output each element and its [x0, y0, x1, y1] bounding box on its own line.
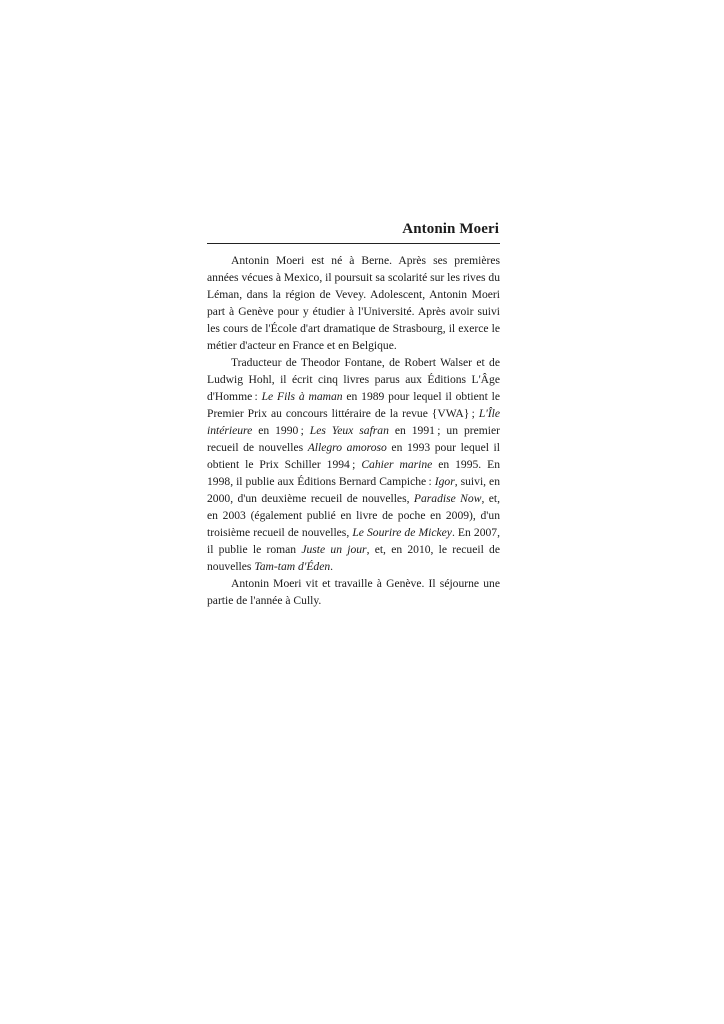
paragraph-3	[207, 575, 500, 609]
text-run: en 1993 pour lequel il obtient le Prix Schiller 1994 ;	[207, 441, 500, 471]
book-title: Allegro amoroso	[307, 441, 387, 454]
book-title: L'Île intérieure	[207, 407, 500, 437]
text-run: , suivi, en 2000, d'un deuxième recueil de nouvelles,	[207, 475, 500, 505]
text-run: , et, en 2003 (également publié en livre de poche en 2009), d'un troisième recueil de nouvelles,	[207, 492, 501, 539]
paragraph-1	[207, 252, 500, 354]
page	[207, 219, 500, 609]
text-run: en 1995. En 1998, il publie aux Éditions Bernard Campiche :	[207, 458, 500, 488]
body-text	[207, 252, 500, 609]
book-title: Igor	[434, 475, 455, 488]
book-title: Le Fils à maman	[261, 390, 343, 403]
book-title: Paradise Now	[413, 492, 482, 505]
text-run: Antonin Moeri est né à Berne. Après ses premières années vécues à Mexico, il poursuit sa scolarité sur les rives du Léman, dans la région de Vevey. Adolescent, Antonin Moeri part à Genève pour y étudier à l'Université. Après avoir suivi les cours de l'École d'art dramatique de Strasbourg, il exerce le métier d'acteur en France et en Belgique.	[207, 254, 500, 352]
text-run: Traducteur de Theodor Fontane, de Robert Walser et de Ludwig Hohl, il écrit cinq livres parus aux Éditions L'Âge d'Homme :	[207, 356, 500, 403]
book-title: Le Sourire de Mickey	[352, 526, 452, 539]
paragraph-2	[207, 354, 500, 575]
text-run: . En 2007, il publie le roman	[207, 526, 500, 556]
text-run: en 1989 pour lequel il obtient le Premier Prix au concours littéraire de la revue {VWA} ;	[207, 390, 500, 420]
title-rule	[207, 243, 500, 244]
book-title: Cahier marine	[361, 458, 433, 471]
book-title: Tam-tam d'Éden	[254, 560, 331, 573]
text-run: Antonin Moeri vit et travaille à Genève. Il séjourne une partie de l'année à Cully.	[207, 577, 500, 607]
text-run: en 1991 ; un premier recueil de nouvelles	[207, 424, 500, 454]
text-run: , et, en 2010, le recueil de nouvelles	[207, 543, 500, 573]
book-title: Juste un jour	[301, 543, 367, 556]
text-run: .	[330, 560, 334, 573]
page-title: Antonin Moeri	[402, 221, 499, 237]
book-title: Les Yeux safran	[309, 424, 389, 437]
text-run: en 1990 ;	[252, 424, 310, 437]
